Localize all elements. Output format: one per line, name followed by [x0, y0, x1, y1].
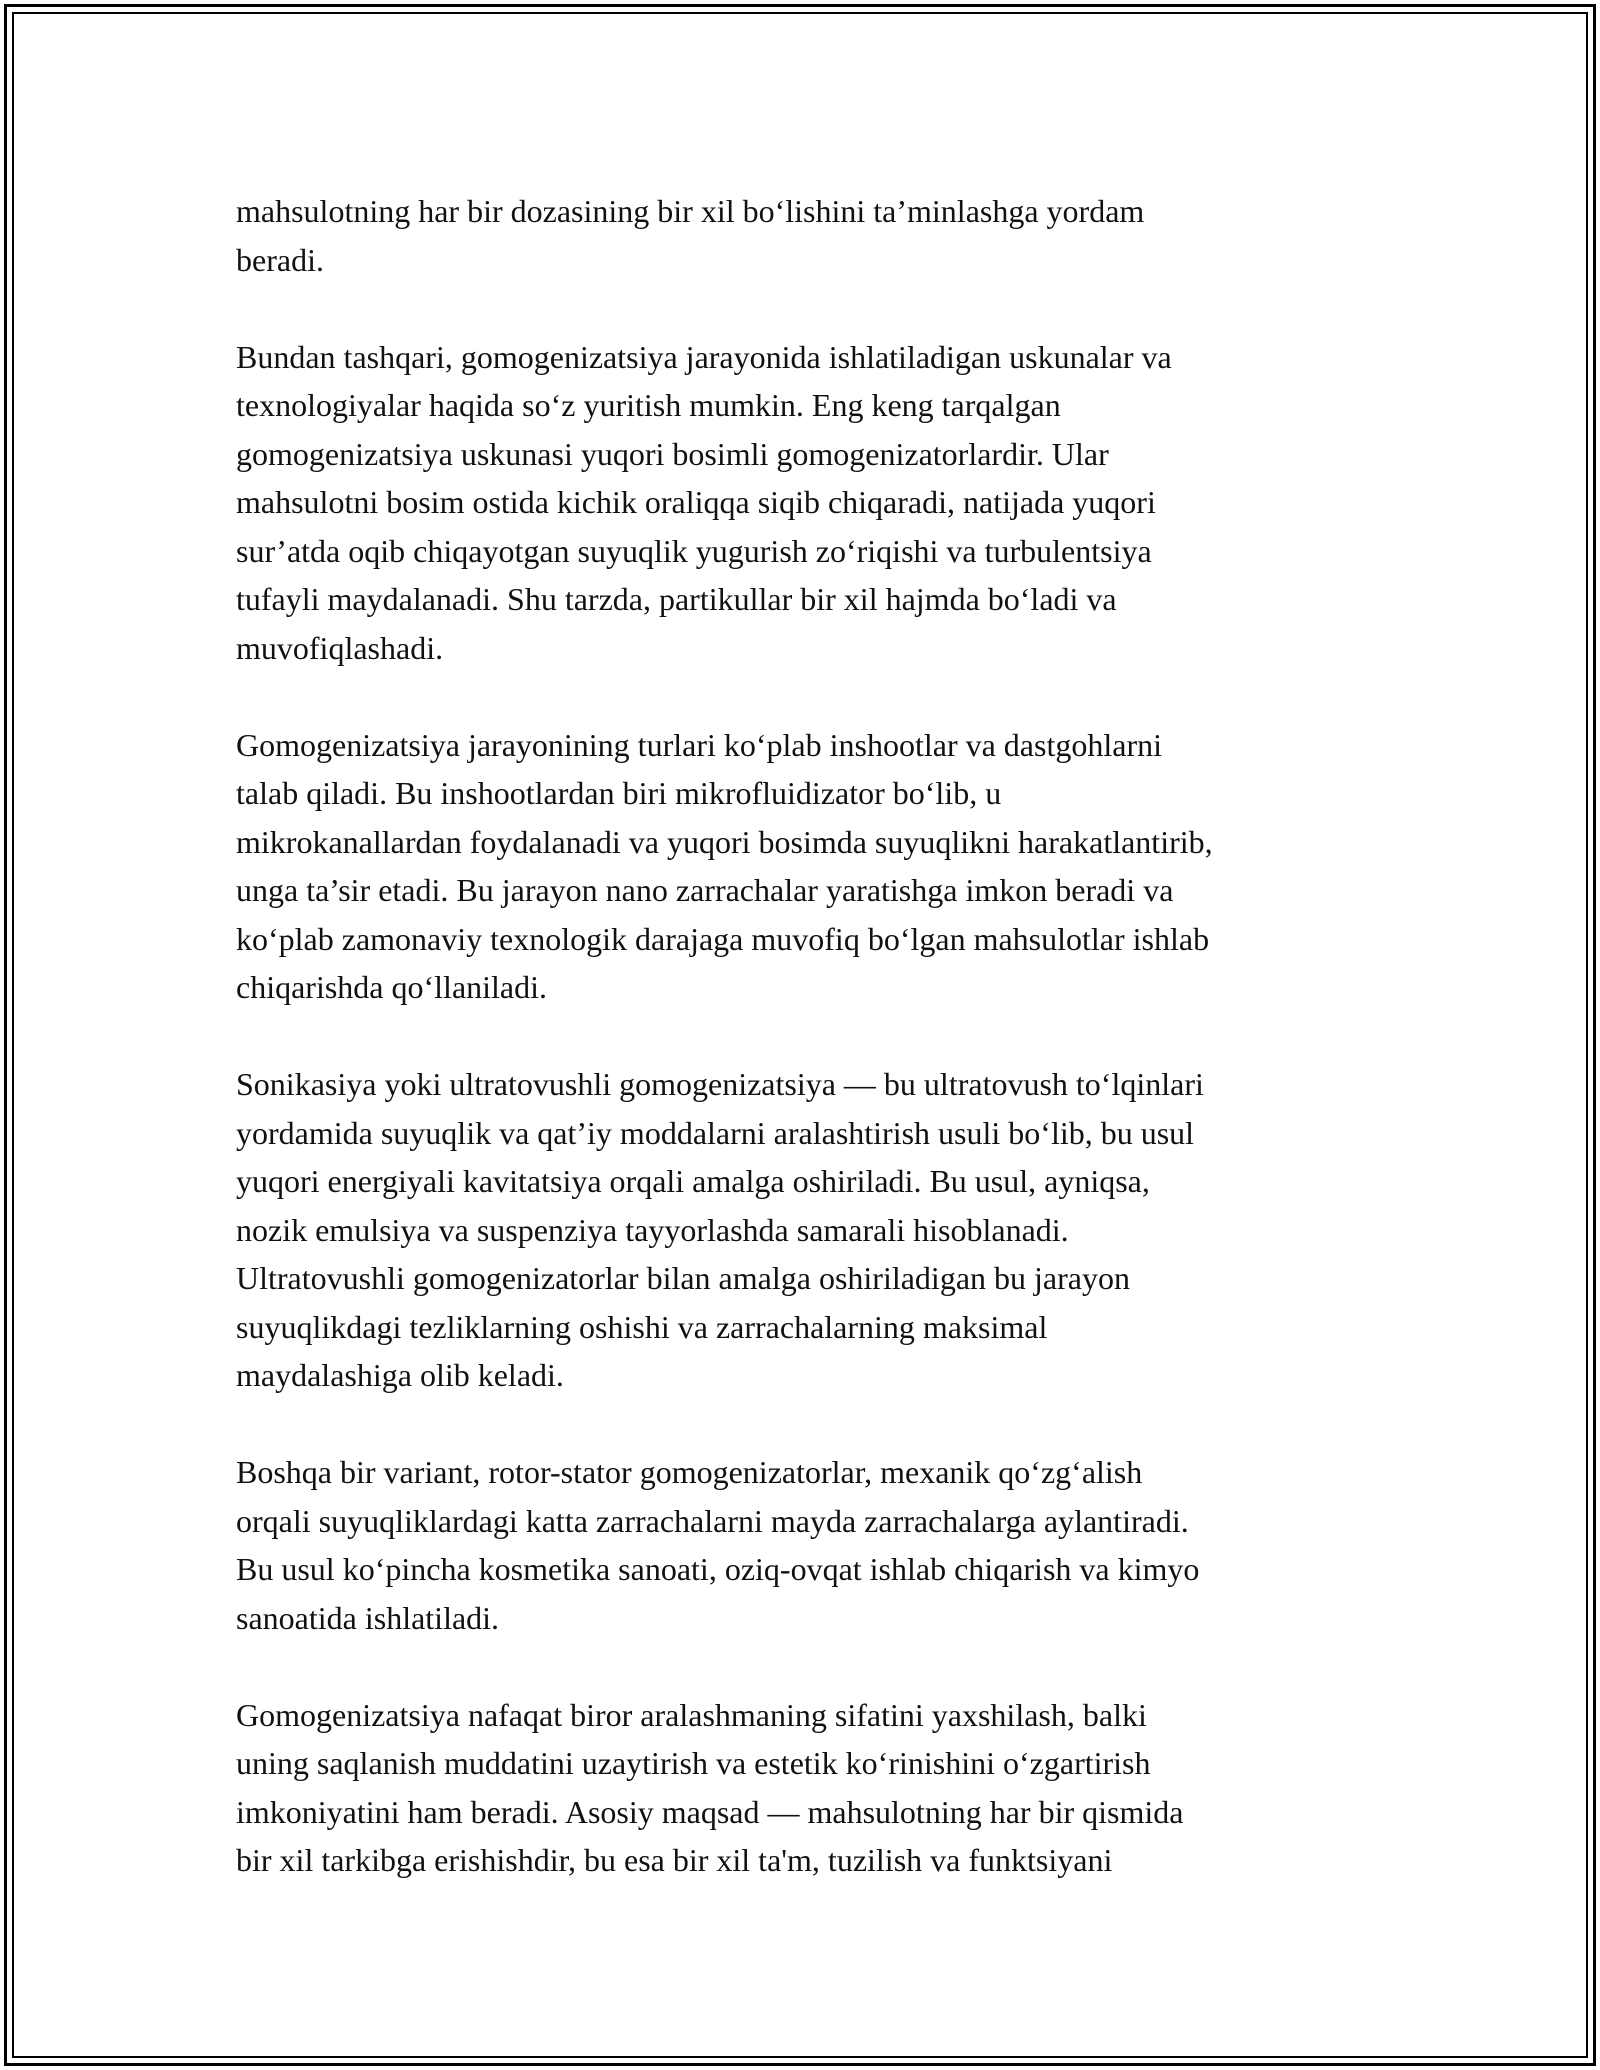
- text-line: chiqarishda qo‘llaniladi.: [236, 969, 548, 1005]
- text-line: Gomogenizatsiya nafaqat biror aralashmaning sifatini yaxshilash, balki: [236, 1696, 1147, 1733]
- text-line: gomogenizatsiya uskunasi yuqori bosimli gomogenizatorlardir. Ular: [236, 435, 1109, 472]
- document-body: [236, 187, 1366, 1885]
- paragraph-4: [236, 1060, 1366, 1400]
- text-line: yordamida suyuqlik va qat’iy moddalarni aralashtirish usuli bo‘lib, bu usul: [236, 1114, 1195, 1151]
- paragraph-3: [236, 721, 1366, 1012]
- text-line: talab qiladi. Bu inshootlardan biri mikrofluidizator bo‘lib, u: [236, 775, 1002, 811]
- text-line: unga ta’sir etadi. Bu jarayon nano zarrachalar yaratishga imkon beradi va: [236, 872, 1174, 908]
- text-line: Bu usul ko‘pincha kosmetika sanoati, oziq-ovqat ishlab chiqarish va kimyo: [236, 1551, 1200, 1587]
- paragraph-5: [236, 1448, 1366, 1642]
- text-line: ko‘plab zamonaviy texnologik darajaga muvofiq bo‘lgan mahsulotlar ishlab: [236, 920, 1210, 957]
- text-line: Sonikasiya yoki ultratovushli gomogenizatsiya — bu ultratovush to‘lqinlari: [236, 1066, 1204, 1102]
- text-line: yuqori energiyali kavitatsiya orqali amalga oshiriladi. Bu usul, ayniqsa,: [236, 1163, 1150, 1199]
- text-line: beradi.: [236, 241, 324, 278]
- text-line: imkoniyatini ham beradi. Asosiy maqsad — mahsulotning har bir qismida: [236, 1793, 1184, 1830]
- text-line: bir xil tarkibga erishishdir, bu esa bir xil ta'm, tuzilish va funktsiyani: [236, 1842, 1113, 1878]
- text-line: sanoatida ishlatiladi.: [236, 1599, 500, 1636]
- text-line: mikrokanallardan foydalanadi va yuqori bosimda suyuqlikni harakatlantirib,: [236, 823, 1213, 860]
- text-line: nozik emulsiya va suspenziya tayyorlashda samarali hisoblanadi.: [236, 1211, 1069, 1248]
- paragraph-6: [236, 1691, 1366, 1885]
- text-line: Ultratovushli gomogenizatorlar bilan amalga oshiriladigan bu jarayon: [236, 1260, 1130, 1296]
- text-line: tufayli maydalanadi. Shu tarzda, partikullar bir xil hajmda bo‘ladi va: [236, 581, 1117, 617]
- paragraph-1: [236, 187, 1366, 284]
- text-line: muvofiqlashadi.: [236, 629, 444, 666]
- text-line: Boshqa bir variant, rotor-stator gomogenizatorlar, mexanik qo‘zg‘alish: [236, 1454, 1143, 1490]
- text-line: Gomogenizatsiya jarayonining turlari ko‘plab inshootlar va dastgohlarni: [236, 726, 1162, 763]
- text-line: mahsulotning har bir dozasining bir xil bo‘lishini ta’minlashga yordam: [236, 193, 1145, 229]
- text-line: sur’atda oqib chiqayotgan suyuqlik yugurish zo‘riqishi va turbulentsiya: [236, 532, 1152, 569]
- text-line: uning saqlanish muddatini uzaytirish va estetik ko‘rinishini o‘zgartirish: [236, 1745, 1151, 1781]
- text-line: mahsulotni bosim ostida kichik oraliqqa siqib chiqaradi, natijada yuqori: [236, 484, 1156, 520]
- paragraph-2: [236, 333, 1366, 673]
- text-line: maydalashiga olib keladi.: [236, 1357, 564, 1393]
- text-line: Bundan tashqari, gomogenizatsiya jarayonida ishlatiladigan uskunalar va: [236, 338, 1172, 375]
- text-line: suyuqlikdagi tezliklarning oshishi va zarrachalarning maksimal: [236, 1308, 1048, 1345]
- text-line: texnologiyalar haqida so‘z yuritish mumkin. Eng keng tarqalgan: [236, 387, 1061, 423]
- text-line: orqali suyuqliklardagi katta zarrachalarni mayda zarrachalarga aylantiradi.: [236, 1502, 1189, 1539]
